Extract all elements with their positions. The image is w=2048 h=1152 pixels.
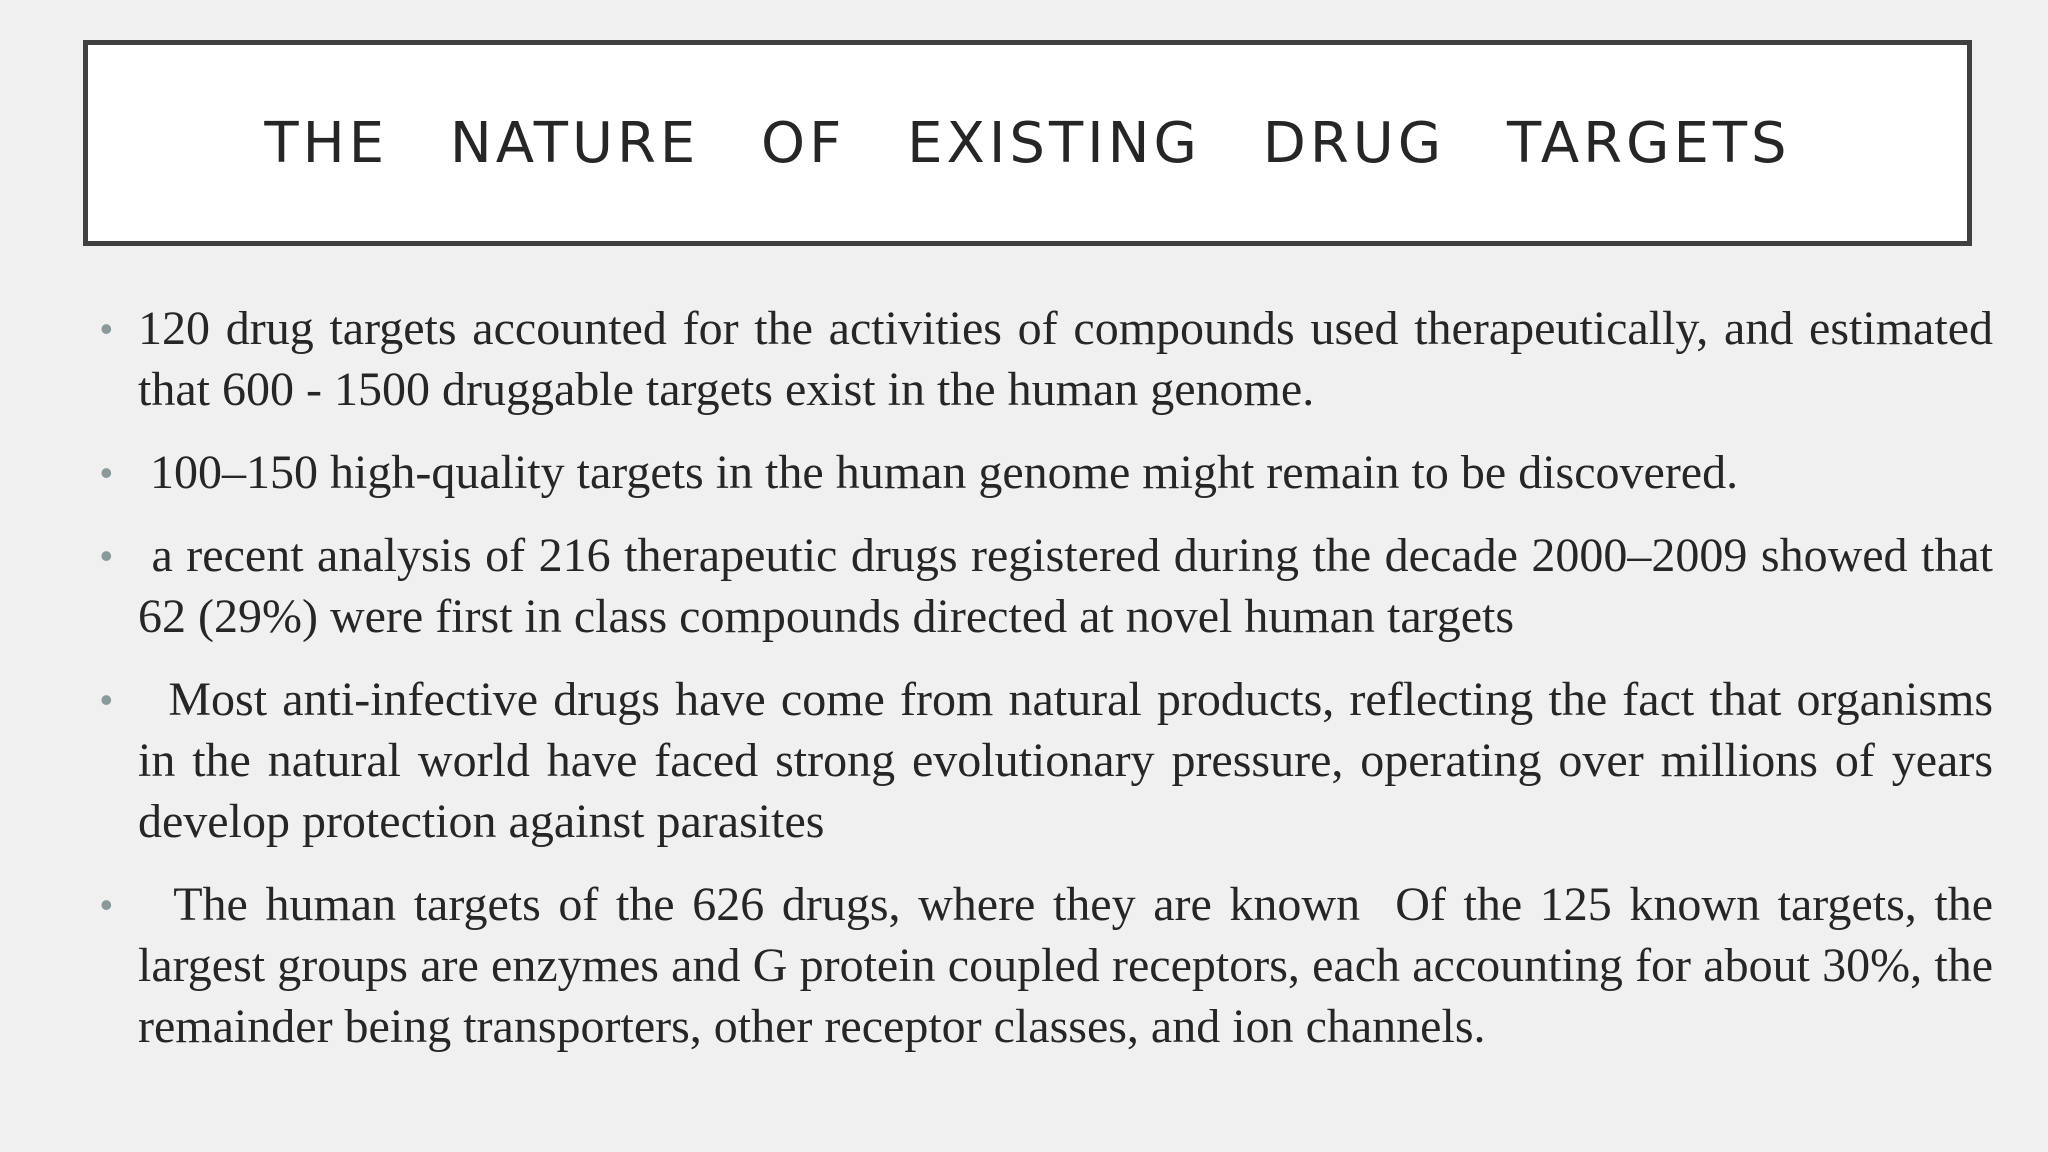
bullet-dot-icon: • <box>100 679 113 720</box>
bullet-text: Most anti-infective drugs have come from natural products, reflecting the fact that organisms in the natural world have faced strong evolutionary pressure, operating over millions of years develop protection against parasites <box>138 673 2006 848</box>
bullet-dot-icon: • <box>100 452 113 493</box>
bullet-item <box>100 298 1993 420</box>
bullet-text: 120 drug targets accounted for the activities of compounds used therapeutically, and estimated that 600 - 1500 druggable targets exist in the human genome. <box>138 302 1993 416</box>
bullet-dot-icon: • <box>100 884 113 925</box>
slide-title: THE NATURE OF EXISTING DRUG TARGETS <box>264 110 1791 176</box>
bullet-text: The human targets of the 626 drugs, where they are known Of the 125 known targets, the largest groups are enzymes and G protein coupled receptors, each accounting for about 30%, the remainder being transporters, other receptor classes, and ion channels. <box>138 878 2005 1053</box>
bullet-item <box>100 442 1993 503</box>
title-box <box>83 40 1972 246</box>
bullet-text: a recent analysis of 216 therapeutic drugs registered during the decade 2000–2009 showed that 62 (29%) were first in class compounds directed at novel human targets <box>138 529 2006 643</box>
bullet-item <box>100 525 2006 647</box>
bullet-item <box>100 874 2005 1057</box>
bullet-dot-icon: • <box>100 535 113 576</box>
bullet-dot-icon: • <box>100 308 113 349</box>
bullet-item <box>100 669 2006 852</box>
bullet-text: 100–150 high-quality targets in the human genome might remain to be discovered. <box>138 446 1739 499</box>
bullet-list <box>100 298 2006 1079</box>
